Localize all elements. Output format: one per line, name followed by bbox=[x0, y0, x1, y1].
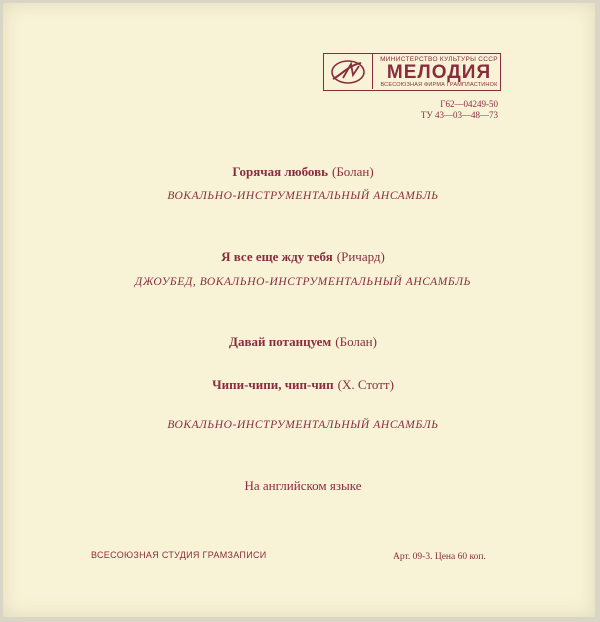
logo-company-text: ВСЕСОЮЗНАЯ ФИРМА ГРАМПЛАСТИНОК bbox=[380, 82, 498, 88]
logo-ministry-text: МИНИСТЕРСТВО КУЛЬТУРЫ СССР bbox=[380, 56, 498, 63]
track-1 bbox=[3, 163, 600, 181]
studio-name: ВСЕСОЮЗНАЯ СТУДИЯ ГРАМЗАПИСИ bbox=[91, 550, 267, 560]
price-info: Арт. 09-3. Цена 60 коп. bbox=[393, 552, 486, 562]
track-4-title: Чипи-чипи, чип-чип bbox=[212, 377, 334, 392]
logo-brand-name: МЕЛОДИЯ bbox=[386, 62, 492, 83]
track-3 bbox=[3, 333, 600, 351]
track-1-title: Горячая любовь bbox=[232, 164, 328, 179]
language-note: На английском языке bbox=[244, 478, 362, 493]
track-2 bbox=[3, 248, 600, 266]
performer-2: ДЖОУБЕД, ВОКАЛЬНО-ИНСТРУМЕНТАЛЬНЫЙ АНСАМБЛЬ bbox=[134, 276, 472, 288]
record-sleeve-back bbox=[3, 3, 595, 617]
track-4-author: (Х. Стотт) bbox=[337, 377, 394, 392]
track-1-author: (Болан) bbox=[331, 164, 374, 179]
track-2-title: Я все еще жду тебя bbox=[221, 249, 333, 264]
track-4 bbox=[3, 376, 600, 394]
track-3-author: (Болан) bbox=[335, 334, 377, 349]
catalog-codes bbox=[403, 99, 498, 121]
catalog-standard: ТУ 43—03—48—73 bbox=[420, 110, 498, 120]
performer-1: ВОКАЛЬНО-ИНСТРУМЕНТАЛЬНЫЙ АНСАМБЛЬ bbox=[167, 190, 439, 202]
melodiya-emblem-icon bbox=[324, 54, 373, 89]
performer-3: ВОКАЛЬНО-ИНСТРУМЕНТАЛЬНЫЙ АНСАМБЛЬ bbox=[167, 419, 439, 431]
track-3-title: Давай потанцуем bbox=[229, 334, 332, 349]
track-2-author: (Ричард) bbox=[336, 249, 385, 264]
catalog-number: Г62—04249-50 bbox=[440, 99, 498, 109]
melodiya-logo bbox=[323, 53, 501, 91]
